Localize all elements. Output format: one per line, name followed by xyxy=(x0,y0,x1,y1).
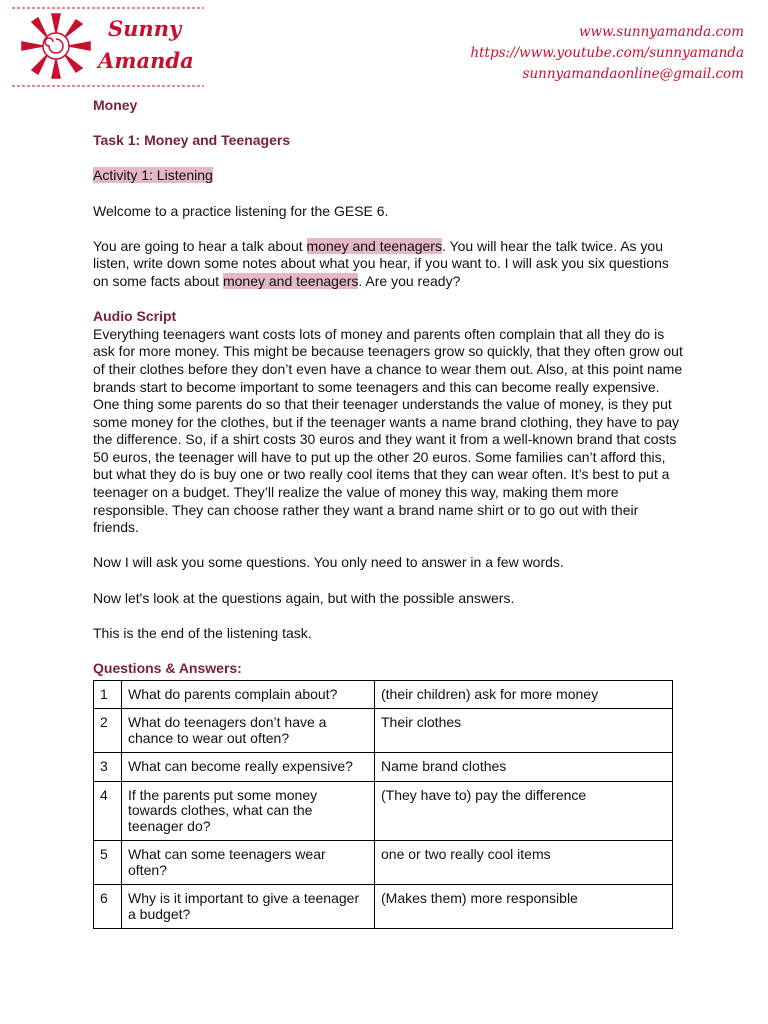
intro-highlight-1: money and teenagers xyxy=(306,237,442,254)
qa-number: 1 xyxy=(94,680,122,709)
welcome-text: Welcome to a practice listening for the GESE 6. xyxy=(93,202,389,219)
doc-title: Money xyxy=(93,97,138,113)
email-link[interactable]: sunnyamandaonline@gmail.com xyxy=(522,66,744,82)
qa-question: What can some teenagers wear often? xyxy=(122,841,375,885)
brand-name-line1: Sunny xyxy=(108,16,182,41)
audio-script-text: Everything teenagers want costs lots of money and parents often complain that all they do is ask for more money. This might be because teenagers grow so quickly, that they often grow out of their clothes before they don’t even have a chance to wear them out. Also, at this point name brands start to become important to some teenagers and this can become really expensive. One thing some parents do so that their teenager understands the value of money, is they put some money for the clothes, but if the teenager wants a name brand clothing, they have to pay the difference. So, if a shirt costs 30 euros and they want it from a well-known brand that costs 50 euros, the teenager will have to put up the other 20 euros. Some families can’t afford this, but what they do is buy one or two really cool items that they can wear often. It’s best to put a teenager on a budget. They’ll realize the value of money this way, making them more responsible. They can choose rather they want a brand name shirt or to go out with their friends. xyxy=(93,325,683,536)
intro-highlight-2: money and teenagers xyxy=(222,272,359,289)
activity-label: Activity 1: Listening xyxy=(93,167,213,184)
table-row xyxy=(94,841,673,885)
intro-text-1: You are going to hear a talk about xyxy=(93,237,307,254)
qa-number: 2 xyxy=(94,709,122,753)
ask-questions-text: Now I will ask you some questions. You only need to answer in a few words. xyxy=(93,554,564,571)
qa-number: 5 xyxy=(94,841,122,885)
qa-answer: Name brand clothes xyxy=(375,753,673,782)
qa-number: 4 xyxy=(94,781,122,841)
qa-number: 3 xyxy=(94,753,122,782)
table-row xyxy=(94,753,673,782)
intro-text-2: . You will hear the talk twice. As you listen, write down some notes about what you hear, if you want to. I will ask you six questions on some facts about xyxy=(93,237,669,289)
table-row xyxy=(94,709,673,753)
contact-block xyxy=(470,22,744,85)
logo xyxy=(12,4,204,90)
task-heading: Task 1: Money and Teenagers xyxy=(93,132,291,149)
document-body xyxy=(93,97,683,929)
qa-answer: one or two really cool items xyxy=(375,841,673,885)
qa-question: If the parents put some money towards clothes, what can the teenager do? xyxy=(122,781,375,841)
qa-answer: Their clothes xyxy=(375,709,673,753)
qa-question: What do parents complain about? xyxy=(122,680,375,709)
qa-question: What can become really expensive? xyxy=(122,753,375,782)
intro-text-3: . Are you ready? xyxy=(358,272,461,289)
table-row xyxy=(94,885,673,929)
qa-answer: (They have to) pay the difference xyxy=(375,781,673,841)
page-header xyxy=(0,0,768,92)
end-text: This is the end of the listening task. xyxy=(93,624,312,641)
qa-answer: (Makes them) more responsible xyxy=(375,885,673,929)
qa-answer: (their children) ask for more money xyxy=(375,680,673,709)
qa-question: Why is it important to give a teenager a budget? xyxy=(122,885,375,929)
qa-table xyxy=(93,680,673,930)
intro-paragraph xyxy=(93,238,683,291)
qa-number: 6 xyxy=(94,885,122,929)
brand-name-line2: Amanda xyxy=(98,48,194,73)
activity-heading xyxy=(93,167,683,185)
audio-script-heading: Audio Script xyxy=(93,308,177,325)
qa-heading: Questions & Answers: xyxy=(93,660,242,676)
website-link[interactable]: www.sunnyamanda.com xyxy=(578,24,744,40)
look-again-text: Now let's look at the questions again, but with the possible answers. xyxy=(93,589,515,606)
table-row xyxy=(94,781,673,841)
table-row xyxy=(94,680,673,709)
qa-question: What do teenagers don’t have a chance to wear out often? xyxy=(122,709,375,753)
youtube-link[interactable]: https://www.youtube.com/sunnyamanda xyxy=(470,45,744,61)
